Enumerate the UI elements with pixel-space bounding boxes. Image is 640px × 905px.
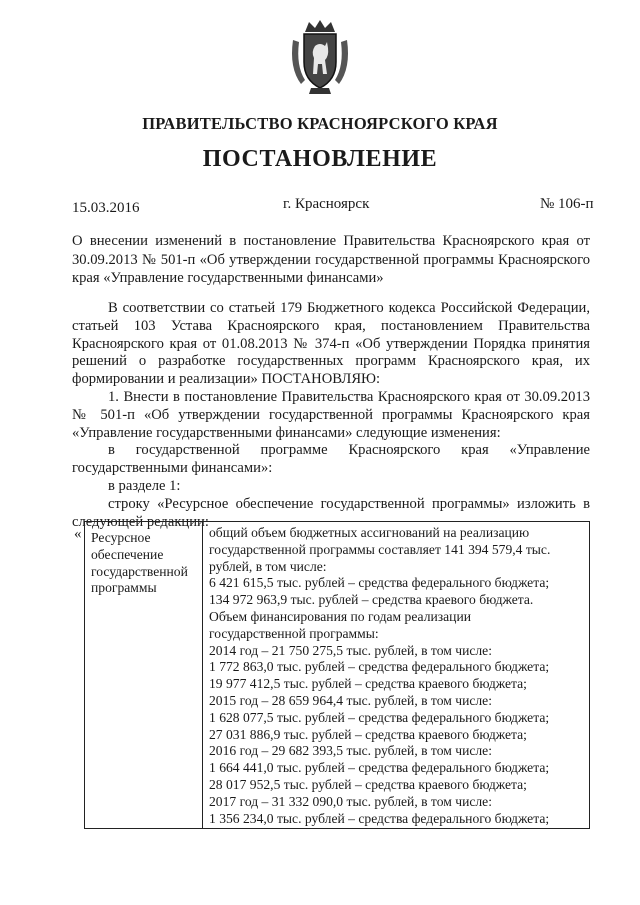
open-quote-mark: « [74,526,82,542]
value-line: 1 772 863,0 тыс. рублей – средства федерального бюджета; [209,659,550,675]
label-line: программы [91,580,157,596]
value-line: рублей, в том числе: [209,558,327,574]
document-type-title: ПОСТАНОВЛЕНИЕ [202,146,438,172]
resource-table [84,521,590,829]
resource-table-value-cell [203,522,589,828]
label-line: Ресурсное [91,530,151,545]
value-line: 28 017 952,5 тыс. рублей – средства краевого бюджета; [209,776,527,792]
value-line: 27 031 886,9 тыс. рублей – средства краевого бюджета; [209,726,527,742]
organization-title: ПРАВИТЕЛЬСТВО КРАСНОЯРСКОГО КРАЯ [142,114,498,133]
value-line: 134 972 963,9 тыс. рублей – средства краевого бюджета. [209,592,534,608]
intro-paragraph: В соответствии со статьей 179 Бюджетного кодекса Российской Федерации, статьей 103 Устава Красноярского края, постановлением Правительства Красноярского края от 01.08.2013 № 374-п «Об утверждении Порядка принятия решений о разработке государственных программ Красноярского края, их формировании и реализации» ПОСТАНОВЛЯЮ: [72,300,590,388]
document-number: № 106-п [540,196,594,212]
value-line: 1 356 234,0 тыс. рублей – средства федерального бюджета; [209,810,550,826]
value-line: 6 421 615,5 тыс. рублей – средства федерального бюджета; [209,575,550,591]
document-city: г. Красноярск [283,196,370,212]
value-line: государственной программы: [209,625,379,641]
value-line: 1 628 077,5 тыс. рублей – средства федерального бюджета; [209,709,550,725]
value-line: 2015 год – 28 659 964,4 тыс. рублей, в том числе: [209,692,492,708]
value-line: государственной программы составляет 141 394 579,4 тыс. [209,541,551,557]
value-line: 2016 год – 29 682 393,5 тыс. рублей, в том числе: [209,743,492,759]
value-line: 2014 год – 21 750 275,5 тыс. рублей, в том числе: [209,642,492,658]
value-line: общий объем бюджетных ассигнований на реализацию [209,525,530,540]
document-body [72,300,590,531]
resource-table-label-cell [85,522,203,828]
label-line: обеспечение [91,546,164,562]
value-line: 19 977 412,5 тыс. рублей – средства краевого бюджета; [209,676,527,692]
value-line: Объем финансирования по годам реализации [209,608,471,624]
value-line: 1 664 441,0 тыс. рублей – средства федерального бюджета; [209,760,550,776]
item-1b-paragraph: в разделе 1: [108,477,181,494]
label-line: государственной [91,563,188,579]
document-subject: О внесении изменений в постановление Правительства Красноярского края от 30.09.2013 № 501-п «Об утверждении государственной программы Красноярского края «Управление государственными финансами» [72,233,590,286]
document-date: 15.03.2016 [72,200,140,216]
item-1a-paragraph: в государственной программе Красноярского края «Управление государственными финансами»: [72,442,590,477]
coat-of-arms-icon [287,18,353,96]
item-1c-paragraph: строку «Ресурсное обеспечение государственной программы» изложить в следующей редакции: [72,495,590,530]
value-line: 2017 год – 31 332 090,0 тыс. рублей, в том числе: [209,793,492,809]
item-1-paragraph: 1. Внести в постановление Правительства Красноярского края от 30.09.2013 № 501-п «Об утверждении государственной программы Красноярского края «Управление государственными финансами» следующие изменения: [72,388,590,441]
